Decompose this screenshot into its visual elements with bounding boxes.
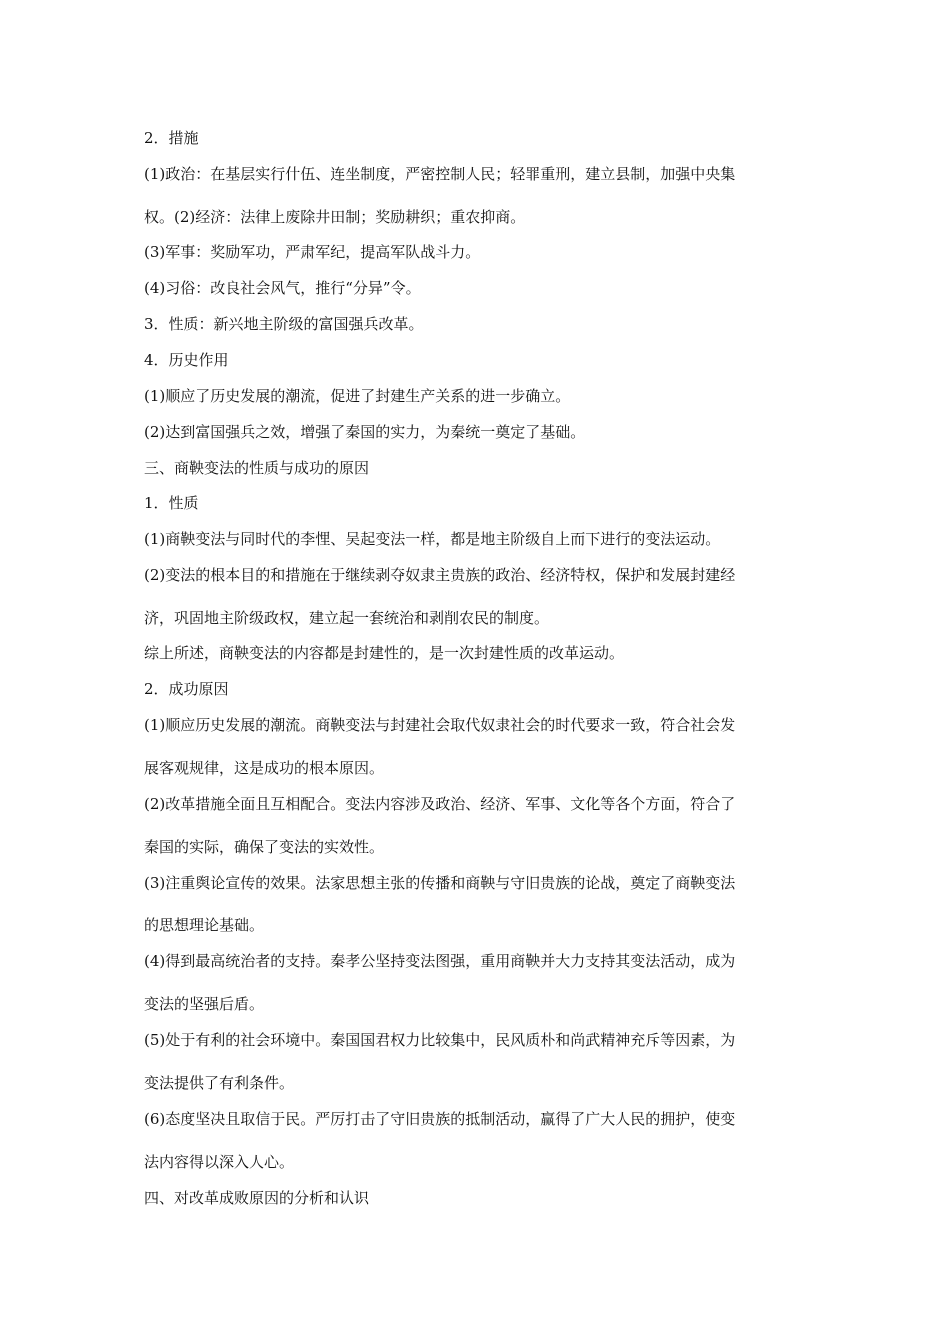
text-line: (1)顺应了历史发展的潮流，促进了封建生产关系的进一步确立。: [144, 387, 571, 405]
text-line: 综上所述，商鞅变法的内容都是封建性的，是一次封建性质的改革运动。: [144, 644, 625, 662]
text-line: (4)习俗：改良社会风气，推行“分异”令。: [144, 279, 421, 297]
text-line: (2)变法的根本目的和措施在于继续剥夺奴隶主贵族的政治、经济特权，保护和发展封建经: [144, 566, 736, 584]
text-line: (4)得到最高统治者的支持。秦孝公坚持变法图强，重用商鞅并大力支持其变法活动，成为: [144, 952, 736, 970]
text-line: 秦国的实际，确保了变法的实效性。: [144, 838, 385, 856]
heading-historical-role: 4．历史作用: [144, 351, 229, 369]
text-line: 变法的坚强后盾。: [144, 995, 265, 1013]
text-line: (2)改革措施全面且互相配合。变法内容涉及政治、经济、军事、文化等各个方面，符合了: [144, 795, 736, 813]
text-line: (5)处于有利的社会环境中。秦国国君权力比较集中，民风质朴和尚武精神充斥等因素，为: [144, 1031, 736, 1049]
text-line: (2)达到富国强兵之效，增强了秦国的实力，为秦统一奠定了基础。: [144, 423, 586, 441]
text-line: (3)军事：奖励军功，严肃军纪，提高军队战斗力。: [144, 243, 481, 261]
heading-nature: 3．性质：新兴地主阶级的富国强兵改革。: [144, 315, 424, 333]
text-line: (3)注重舆论宣传的效果。法家思想主张的传播和商鞅与守旧贵族的论战，奠定了商鞅变法: [144, 874, 736, 892]
heading-nature-2: 1．性质: [144, 494, 199, 512]
heading-success-reasons: 2．成功原因: [144, 680, 229, 698]
heading-measures: 2．措施: [144, 129, 199, 147]
section-heading-4: 四、对改革成败原因的分析和认识: [144, 1189, 370, 1207]
text-line: (6)态度坚决且取信于民。严厉打击了守旧贵族的抵制活动，赢得了广大人民的拥护，使变: [144, 1110, 736, 1128]
text-line: (1)政治：在基层实行什伍、连坐制度，严密控制人民；轻罪重刑，建立县制，加强中央集: [144, 165, 736, 183]
text-line: 权。(2)经济：法律上废除井田制；奖励耕织；重农抑商。: [144, 208, 526, 226]
section-heading-3: 三、商鞅变法的性质与成功的原因: [144, 459, 370, 477]
text-line: (1)商鞅变法与同时代的李悝、吴起变法一样，都是地主阶级自上而下进行的变法运动。: [144, 530, 721, 548]
text-line: 变法提供了有利条件。: [144, 1074, 295, 1092]
text-line: 济，巩固地主阶级政权，建立起一套统治和剥削农民的制度。: [144, 609, 550, 627]
text-line: (1)顺应历史发展的潮流。商鞅变法与封建社会取代奴隶社会的时代要求一致，符合社会发: [144, 716, 736, 734]
text-line: 展客观规律，这是成功的根本原因。: [144, 759, 385, 777]
text-line: 的思想理论基础。: [144, 916, 265, 934]
text-line: 法内容得以深入人心。: [144, 1153, 295, 1171]
